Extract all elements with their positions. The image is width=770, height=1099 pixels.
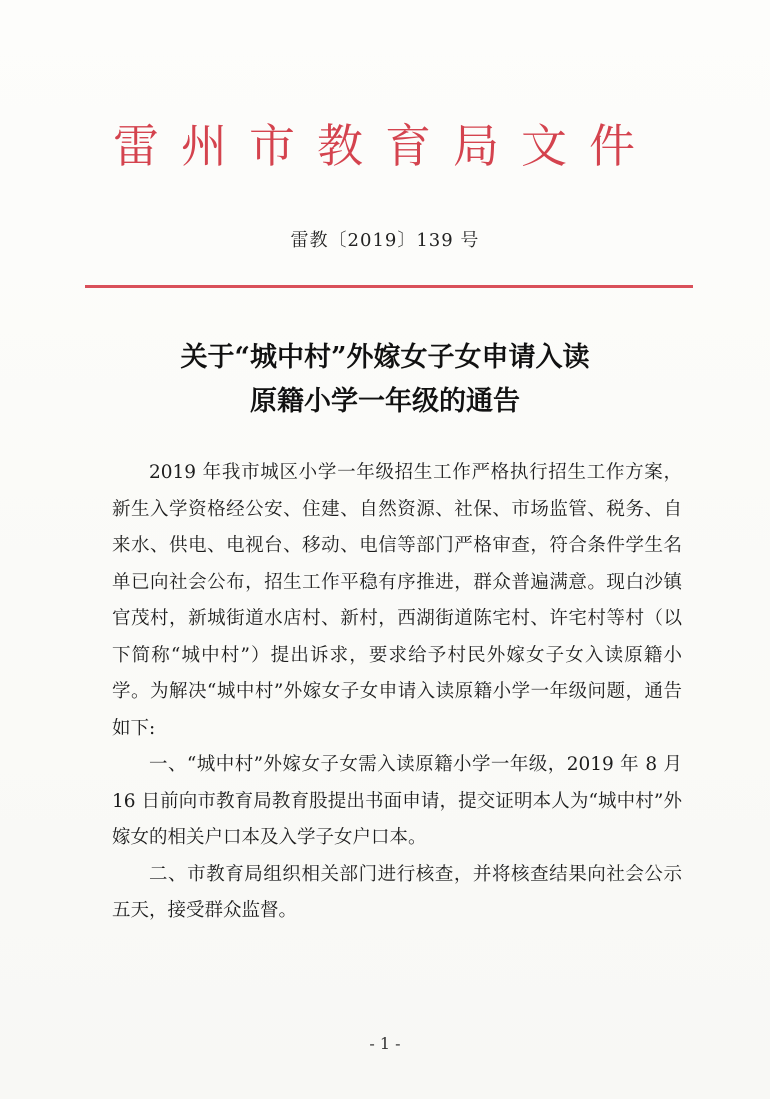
body-paragraph-item-2: 二、市教育局组织相关部门进行核查，并将核查结果向社会公示五天，接受群众监督。 <box>112 863 682 921</box>
red-divider-line <box>85 285 693 288</box>
notice-body <box>112 455 682 930</box>
notice-title-line-2: 原籍小学一年级的通告 <box>250 386 520 417</box>
notice-title-line-1: 关于“城中村”外嫁女子女申请入读 <box>180 342 590 373</box>
notice-title <box>0 336 770 424</box>
agency-header-title: 雷州市教育局文件 <box>113 119 657 173</box>
body-paragraph-item-1: 一、“城中村”外嫁女子女需入读原籍小学一年级，2019 年 8 月 16 日前向市教育局教育股提出书面申请，提交证明本人为“城中村”外嫁女的相关户口本及入学子女户口本。 <box>112 754 682 848</box>
body-paragraph-intro: 2019 年我市城区小学一年级招生工作严格执行招生工作方案，新生入学资格经公安、住建、自然资源、社保、市场监管、税务、自来水、供电、电视台、移动、电信等部门严格审查，符合条件学生名单已向社会公布，招生工作平稳有序推进，群众普遍满意。现白沙镇官茂村，新城街道水店村、新村，西湖街道陈宅村、许宅村等村（以下简称“城中村”）提出诉求，要求给予村民外嫁女子女入读原籍小学。为解决“城中村”外嫁女子女申请入读原籍小学一年级问题，通告如下: <box>112 462 682 739</box>
document-number: 雷教〔2019〕139 号 <box>290 230 480 251</box>
page-number: - 1 - <box>369 1034 401 1053</box>
